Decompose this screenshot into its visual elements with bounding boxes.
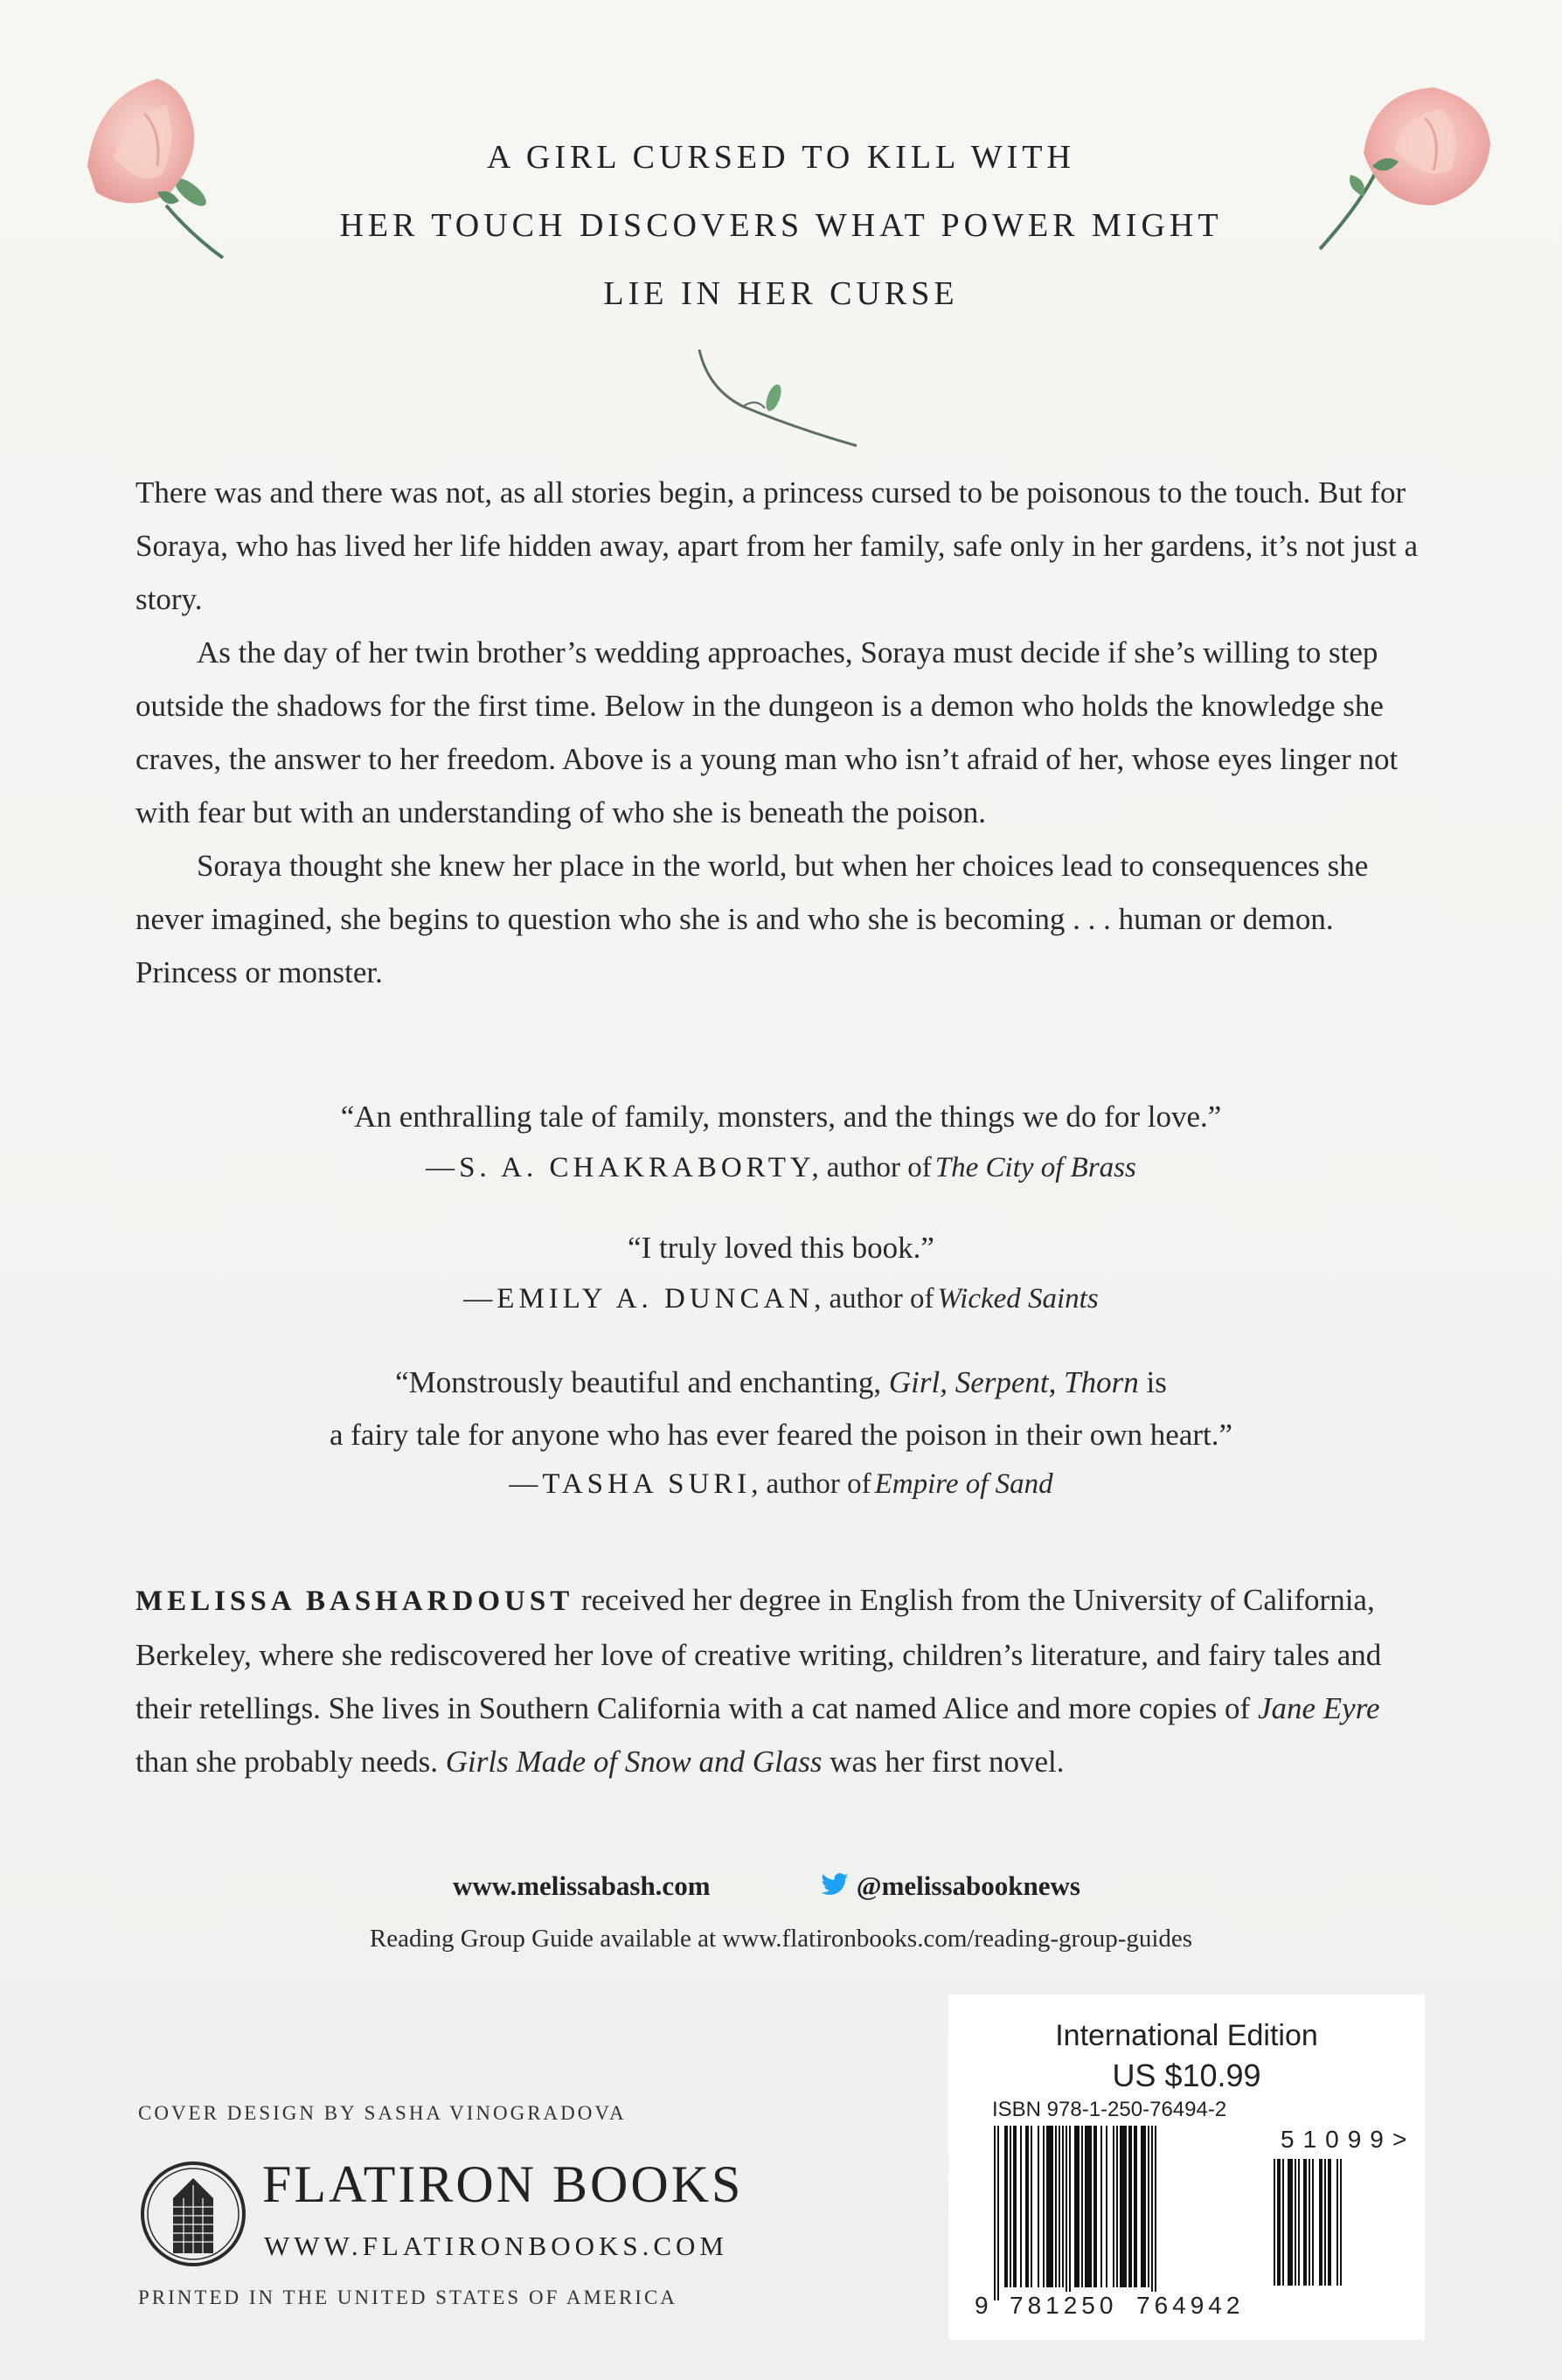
twitter-handle-link[interactable] bbox=[820, 1870, 1080, 1902]
barcode-bar bbox=[997, 2126, 999, 2300]
twitter-handle: @melissabooknews bbox=[856, 1870, 1080, 1901]
isbn-label: ISBN 978-1-250-76494-2 bbox=[992, 2098, 1227, 2121]
edition-label: International Edition bbox=[1055, 2019, 1318, 2052]
sprig-icon bbox=[691, 345, 865, 450]
cover-design-credit: COVER DESIGN BY SASHA VINOGRADOVA bbox=[138, 2102, 627, 2124]
barcode-bar bbox=[1055, 2126, 1057, 2287]
barcode-bar bbox=[1069, 2126, 1071, 2300]
blurb-1-quote: “An enthralling tale of family, monsters, and the things we do for love.” bbox=[340, 1100, 1222, 1134]
synopsis bbox=[135, 466, 1429, 999]
price-addon-barcode bbox=[1272, 2159, 1381, 2334]
barcode-bar bbox=[1010, 2126, 1011, 2287]
barcode-bar bbox=[1100, 2126, 1102, 2287]
addon-arrow: > bbox=[1392, 2126, 1407, 2153]
barcode-right-digits: 764942 bbox=[1136, 2292, 1245, 2319]
barcode-bar bbox=[1116, 2126, 1118, 2287]
blurb-2-name: —EMILY A. DUNCAN, bbox=[463, 1283, 826, 1315]
synopsis-paragraph-2: As the day of her twin brother’s wedding approaches, Soraya must decide if she’s willing to step outside the shadows for the first time. Below in the dungeon is a demon who holds the knowledge she craves, the answer to her freedom. Above is a young man who isn’t afraid of her, whose eyes linger not with fear but with an understanding of who she is beneath the poison. bbox=[135, 635, 1399, 829]
blurb-3-quote-title: Girl, Serpent, Thorn bbox=[888, 1365, 1139, 1399]
tagline-line-2: HER TOUCH DISCOVERS WHAT POWER MIGHT bbox=[339, 207, 1223, 244]
barcode-bar bbox=[1319, 2159, 1322, 2286]
barcode-bar bbox=[1113, 2126, 1114, 2287]
barcode-bar bbox=[1081, 2126, 1083, 2287]
tagline-line-3: LIE IN HER CURSE bbox=[603, 275, 959, 312]
barcode-bar bbox=[1151, 2126, 1153, 2300]
barcode-bar bbox=[1046, 2126, 1053, 2287]
blurb-3-quote-a: “Monstrously beautiful and enchanting, bbox=[395, 1365, 882, 1399]
twitter-bird-icon bbox=[820, 1873, 850, 1898]
barcode-bar bbox=[1134, 2126, 1137, 2287]
barcode-bar bbox=[1106, 2126, 1107, 2287]
blurb-3-quote-line-1 bbox=[0, 1365, 1562, 1400]
barcode-bar bbox=[1282, 2159, 1284, 2286]
barcode-bar bbox=[1059, 2126, 1060, 2287]
flatiron-building-logo-icon bbox=[138, 2159, 248, 2269]
blurb-2-work: Wicked Saints bbox=[937, 1283, 1099, 1315]
blurb-1-name: —S. A. CHAKRABORTY, bbox=[426, 1152, 823, 1183]
barcode-bar bbox=[1312, 2159, 1314, 2286]
barcode-bar bbox=[1288, 2159, 1293, 2286]
bio-book-1: Jane Eyre bbox=[1257, 1691, 1380, 1725]
bio-text-2: than she probably needs. bbox=[135, 1745, 446, 1779]
barcode-bar bbox=[1093, 2126, 1097, 2287]
barcode-bar bbox=[1004, 2126, 1008, 2287]
barcode-bar bbox=[1120, 2126, 1127, 2287]
barcode-bar bbox=[1038, 2126, 1039, 2287]
synopsis-paragraph-3: Soraya thought she knew her place in the world, but when her choices lead to consequences she never imagined, she begins to question who she is and who she is becoming . . . human or demon. Princess or monster. bbox=[135, 849, 1369, 989]
website-link[interactable]: www.melissabash.com bbox=[453, 1870, 711, 1901]
barcode-bar bbox=[1324, 2159, 1326, 2286]
barcode-bar bbox=[1085, 2126, 1092, 2287]
barcode-lead-digit: 9 bbox=[975, 2292, 989, 2319]
reading-guide-note: Reading Group Guide available at www.flatironbooks.com/reading-group-guides bbox=[369, 1925, 1193, 1953]
barcode-bar bbox=[1020, 2126, 1022, 2287]
author-bio bbox=[135, 1573, 1429, 1788]
barcode-bar bbox=[1155, 2126, 1156, 2300]
blurb-3-name: —TASHA SURI, bbox=[509, 1468, 763, 1500]
barcode-left-digits: 781250 bbox=[1010, 2292, 1118, 2319]
barcode-bar bbox=[1141, 2126, 1146, 2287]
barcode-bar bbox=[1128, 2126, 1132, 2287]
barcode-bar bbox=[1031, 2126, 1032, 2287]
blurb-3-author-of: author of bbox=[766, 1468, 871, 1500]
blurb-2-author-of: author of bbox=[829, 1283, 934, 1315]
blurb-2-quote: “I truly loved this book.” bbox=[628, 1231, 934, 1265]
barcode-bar bbox=[1340, 2159, 1342, 2286]
barcode-bar bbox=[1336, 2159, 1338, 2286]
price-label: US $10.99 bbox=[1112, 2057, 1261, 2093]
barcode-bar bbox=[1295, 2159, 1296, 2286]
blurb-2-attribution bbox=[0, 1283, 1562, 1315]
bio-book-2: Girls Made of Snow and Glass bbox=[445, 1745, 823, 1779]
isbn-barcode bbox=[992, 2126, 1263, 2300]
barcode-bar bbox=[1043, 2126, 1045, 2287]
barcode-bar bbox=[1274, 2159, 1275, 2286]
barcode-bar bbox=[1277, 2159, 1281, 2286]
addon-digits: 51099 bbox=[1281, 2126, 1392, 2153]
barcode-bar bbox=[1013, 2126, 1017, 2287]
barcode-bar bbox=[1074, 2126, 1080, 2287]
publisher-name: FLATIRON BOOKS bbox=[262, 2155, 744, 2213]
barcode-bar bbox=[1303, 2159, 1307, 2286]
tagline-line-1: A GIRL CURSED TO KILL WITH bbox=[487, 139, 1075, 176]
blurb-3-attribution bbox=[0, 1468, 1562, 1501]
barcode-bar bbox=[1298, 2159, 1300, 2286]
blurb-1-attribution bbox=[0, 1152, 1562, 1184]
bio-text-1: received her degree in English from the University of California, Berkeley, where she rediscovered her love of creative writing, children’s literature, and fairy tales and their retellings. She lives in Southern California with a cat named Alice and more copies of bbox=[135, 1583, 1382, 1725]
barcode-bar bbox=[1148, 2126, 1149, 2287]
publisher-url[interactable]: WWW.FLATIRONBOOKS.COM bbox=[264, 2231, 728, 2261]
blurb-1-work: The City of Brass bbox=[934, 1152, 1136, 1183]
author-name: MELISSA BASHARDOUST bbox=[135, 1586, 574, 1617]
barcode-bar bbox=[1025, 2126, 1029, 2287]
barcode-box bbox=[948, 1995, 1425, 2340]
blurb-3-work: Empire of Sand bbox=[874, 1468, 1053, 1500]
blurb-3-quote-b: is bbox=[1146, 1365, 1167, 1399]
blurb-3-quote-line-2: a fairy tale for anyone who has ever feared the poison in their own heart.” bbox=[329, 1418, 1233, 1452]
synopsis-paragraph-1: There was and there was not, as all stories begin, a princess cursed to be poisonous to the touch. But for Soraya, who has lived her life hidden away, apart from her family, safe only in her gardens, it’s not just a story. bbox=[135, 475, 1418, 616]
barcode-bar bbox=[1066, 2126, 1067, 2300]
printed-in-note: PRINTED IN THE UNITED STATES OF AMERICA bbox=[138, 2286, 677, 2308]
bio-text-3: was her first novel. bbox=[822, 1745, 1065, 1779]
barcode-bar bbox=[1328, 2159, 1331, 2286]
barcode-bar bbox=[994, 2126, 996, 2300]
barcode-bar bbox=[1062, 2126, 1064, 2287]
barcode-bar bbox=[1309, 2159, 1310, 2286]
blurb-1-author-of: author of bbox=[826, 1152, 932, 1183]
